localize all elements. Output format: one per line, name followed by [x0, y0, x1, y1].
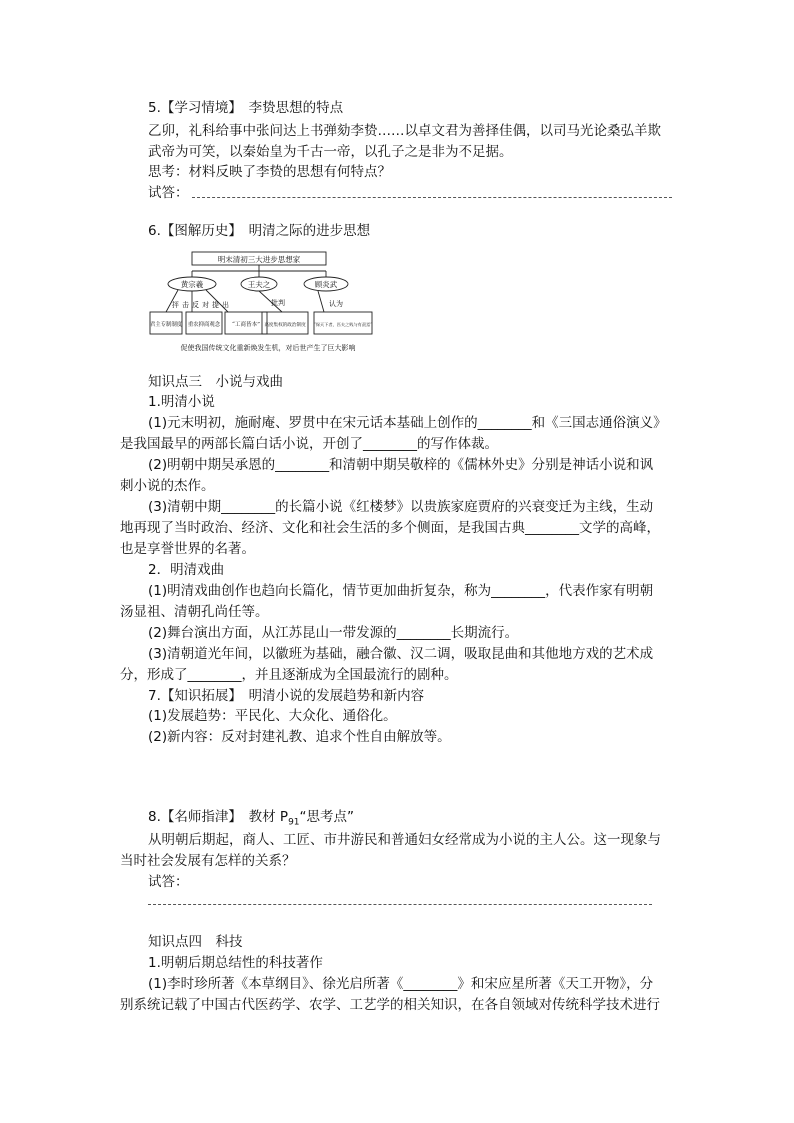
q5-heading: 5.【学习情境】 李贽思想的特点	[148, 100, 344, 116]
q8-page-number: 91	[288, 817, 300, 828]
kp3-s2-line3: (2)舞台演出方面，从江苏昆山一带发源的________长期流行。	[148, 625, 519, 641]
kp3-title: 知识点三 小说与戏曲	[148, 374, 283, 390]
kp3-s1-line2: 是我国最早的两部长篇白话小说，开创了________的写作体裁。	[120, 436, 498, 452]
q8-prompt-line1: 从明朝后期起，商人、工匠、市井游民和普通妇女经常成为小说的主人公。这一现象与	[148, 832, 661, 848]
box-monarchy: 君主专制制度	[149, 322, 183, 328]
kp3-s2-line4: (3)清朝道光年间，以徽班为基础，融合徽、汉二调，吸取昆曲和其他地方戏的艺术成	[148, 646, 654, 662]
q8-answer-line	[148, 904, 652, 905]
box-centralization: 高度集权的政治制度	[264, 323, 306, 328]
thinker-huang-zongxi: 黄宗羲	[180, 280, 204, 289]
kp3-s1-line7: 也是享誉世界的名著。	[120, 541, 255, 557]
kp4-line1: (1)李时珍所著《本草纲目》、徐光启所著《________》和宋应星所著《天工开物》，分	[148, 976, 654, 992]
q5-material-line1: 乙卯，礼科给事中张问达上书弹劾李贽……以卓文君为善择佳偶，以司马光论桑弘羊欺	[148, 123, 661, 139]
q5-answer-label: 试答：	[148, 185, 189, 201]
box-duty: “保天下者，匹夫之贱与有责焉”	[313, 322, 373, 327]
kp4-title: 知识点四 科技	[148, 934, 243, 950]
q8-heading	[148, 807, 354, 833]
kp3-s1-line1: (1)元末明初，施耐庵、罗贯中在宋元话本基础上创作的________和《三国志通俗演义》	[148, 415, 667, 431]
q5-answer-line	[192, 197, 672, 198]
relation-middle: 批判	[271, 299, 285, 307]
kp3-s1-line4: 刺小说的杰作。	[120, 478, 215, 494]
kp3-s1-line3: (2)明朝中期吴承恩的________和清朝中期吴敬梓的《儒林外史》分别是神话小说和讽	[148, 457, 654, 473]
kp3-s1-line6: 地再现了当时政治、经济、文化和社会生活的多个侧面，是我国古典________文学的高峰，	[120, 520, 660, 536]
kp4-line2: 别系统记载了中国古代医药学、农学、工艺学的相关知识，在各自领域对传统科学技术进行	[120, 997, 660, 1013]
q8-heading-tail: “思考点”	[299, 809, 355, 825]
kp3-s2-line2: 汤显祖、清朝孔尚任等。	[120, 604, 269, 620]
q6-heading: 6.【图解历史】 明清之际的进步思想	[148, 223, 371, 239]
kp4-s1-title: 1.明朝后期总结性的科技著作	[148, 955, 323, 971]
box-agriculture: 重农抑商观念	[187, 322, 221, 328]
kp3-s1-title: 1.明清小说	[148, 394, 215, 410]
q8-answer-label: 试答：	[148, 874, 189, 890]
q7-trend: (1)发展趋势：平民化、大众化、通俗化。	[148, 708, 397, 724]
progressive-thinkers-diagram	[148, 250, 388, 356]
q8-heading-text: 8.【名师指津】 教材 P	[148, 809, 289, 825]
kp3-s1-line5: (3)清朝中期________的长篇小说《红楼梦》以贵族家庭贾府的兴衰变迁为主线，生动	[148, 499, 654, 515]
box-commerce: “工商皆本”	[231, 322, 261, 328]
kp3-s2-line1: (1)明清戏曲创作也趋向长篇化，情节更加曲折复杂，称为________，代表作家有明朝	[148, 583, 654, 599]
diagram-title: 明末清初三大进步思想家	[217, 255, 301, 264]
thinker-wang-fuzhi: 王夫之	[247, 280, 271, 289]
diagram-footer: 促使我国传统文化重新焕发生机，对后世产生了巨大影响	[180, 344, 356, 352]
q7-heading: 7.【知识拓展】 明清小说的发展趋势和新内容	[148, 688, 425, 704]
relation-right: 认为	[329, 300, 343, 308]
q8-prompt-line2: 当时社会发展有怎样的关系？	[120, 853, 296, 869]
q7-new-content: (2)新内容：反对封建礼教、追求个性自由解放等。	[148, 729, 451, 745]
kp3-s2-title: 2．明清戏曲	[148, 562, 225, 578]
thinker-gu-yanwu: 顾炎武	[314, 280, 338, 289]
q5-question: 思考：材料反映了李贽的思想有何特点？	[148, 164, 391, 180]
q5-material-line2: 武帝为可笑，以秦始皇为千古一帝，以孔子之是非为不足据。	[148, 144, 513, 160]
relation-left: 抨击反对提出	[172, 301, 232, 309]
kp3-s2-line5: 分，形成了________，并且逐渐成为全国最流行的剧种。	[120, 667, 458, 683]
